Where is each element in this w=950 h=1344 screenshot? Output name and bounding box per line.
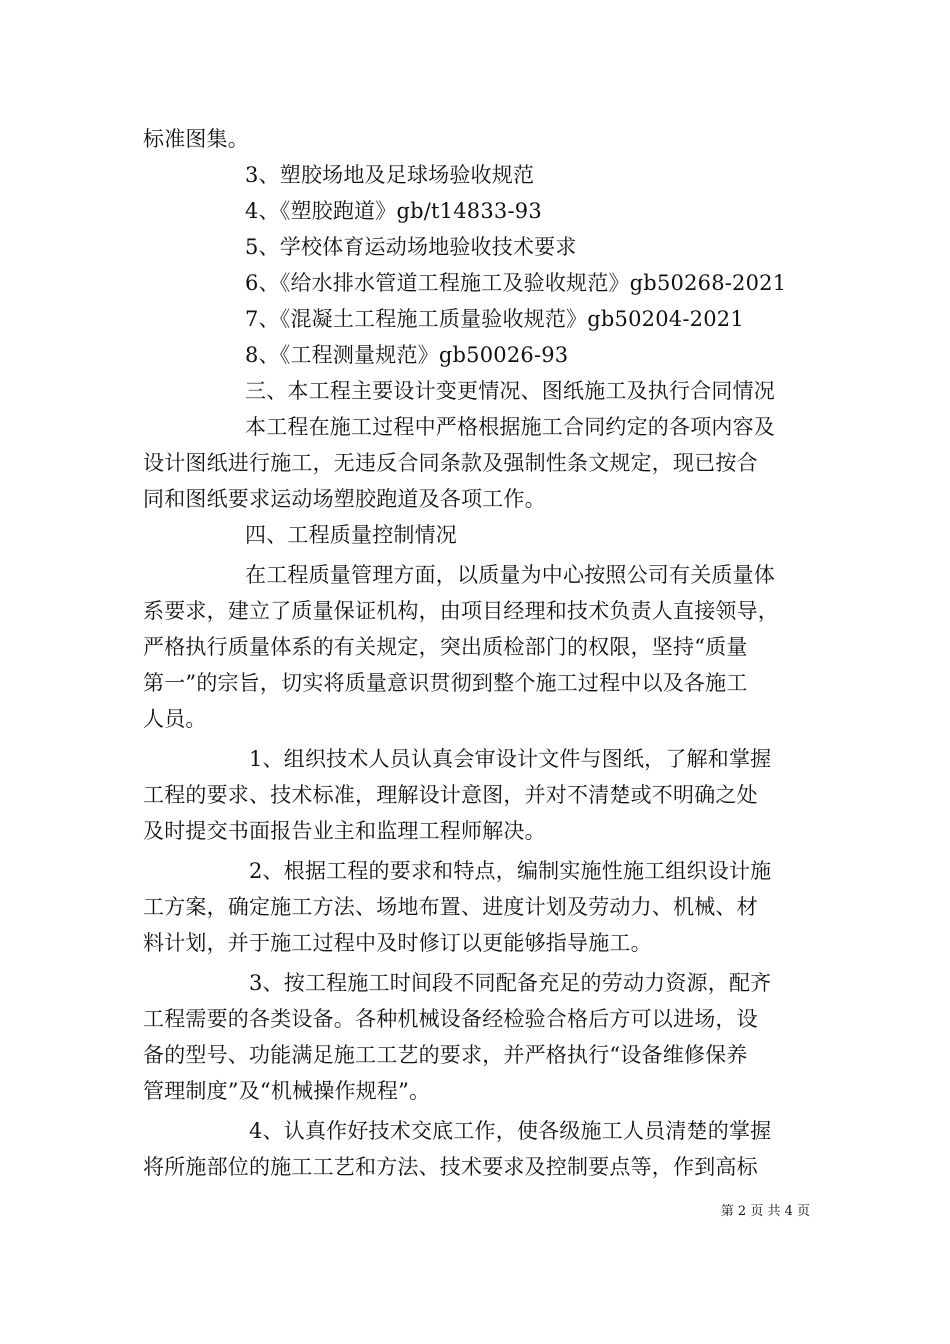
text-line: 4、《塑胶跑道》gb/t14833-93 — [245, 199, 542, 223]
text-line: 3、塑胶场地及足球场验收规范 — [245, 163, 535, 187]
text-line: 1、组织技术人员认真会审设计文件与图纸，了解和掌握 — [249, 747, 772, 771]
page-number-footer: 第 2 页 共 4 页 — [720, 1204, 810, 1219]
text-line: 8、《工程测量规范》gb50026-93 — [245, 343, 569, 367]
text-line: 7、《混凝土工程施工质量验收规范》gb50204-2021 — [245, 307, 744, 331]
text-line: 6、《给水排水管道工程施工及验收规范》gb50268-2021 — [245, 271, 787, 295]
text-line: 管理制度”及“机械操作规程”。 — [143, 1079, 431, 1103]
section-heading: 四、工程质量控制情况 — [245, 523, 457, 547]
text-line: 3、按工程施工时间段不同配备充足的劳动力资源，配齐 — [249, 971, 772, 995]
text-line: 及时提交书面报告业主和监理工程师解决。 — [143, 819, 546, 843]
text-line: 设计图纸进行施工，无违反合同条款及强制性条文规定，现已按合 — [143, 451, 758, 475]
text-line: 本工程在施工过程中严格根据施工合同约定的各项内容及 — [245, 415, 775, 439]
text-line: 在工程质量管理方面，以质量为中心按照公司有关质量体 — [245, 563, 775, 587]
text-line: 标准图集。 — [143, 127, 249, 151]
text-line: 5、学校体育运动场地验收技术要求 — [245, 235, 577, 259]
text-line: 4、认真作好技术交底工作，使各级施工人员清楚的掌握 — [249, 1119, 772, 1143]
text-line: 系要求，建立了质量保证机构，由项目经理和技术负责人直接领导， — [143, 599, 779, 623]
text-line: 第一”的宗旨，切实将质量意识贯彻到整个施工过程中以及各施工 — [143, 671, 748, 695]
text-line: 工程的要求、技术标准，理解设计意图，并对不清楚或不明确之处 — [143, 783, 758, 807]
text-line: 将所施部位的施工工艺和方法、技术要求及控制要点等，作到高标 — [143, 1155, 758, 1179]
text-line: 料计划，并于施工过程中及时修订以更能够指导施工。 — [143, 931, 652, 955]
text-line: 严格执行质量体系的有关规定，突出质检部门的权限，坚持“质量 — [143, 635, 748, 659]
section-heading: 三、本工程主要设计变更情况、图纸施工及执行合同情况 — [245, 379, 775, 403]
text-line: 2、根据工程的要求和特点，编制实施性施工组织设计施 — [249, 859, 772, 883]
text-line: 工方案，确定施工方法、场地布置、进度计划及劳动力、机械、材 — [143, 895, 758, 919]
text-line: 备的型号、功能满足施工工艺的要求，并严格执行“设备维修保养 — [143, 1043, 748, 1067]
text-line: 人员。 — [143, 707, 207, 731]
text-line: 工程需要的各类设备。各种机械设备经检验合格后方可以进场，设 — [143, 1007, 758, 1031]
text-line: 同和图纸要求运动场塑胶跑道及各项工作。 — [143, 487, 546, 511]
